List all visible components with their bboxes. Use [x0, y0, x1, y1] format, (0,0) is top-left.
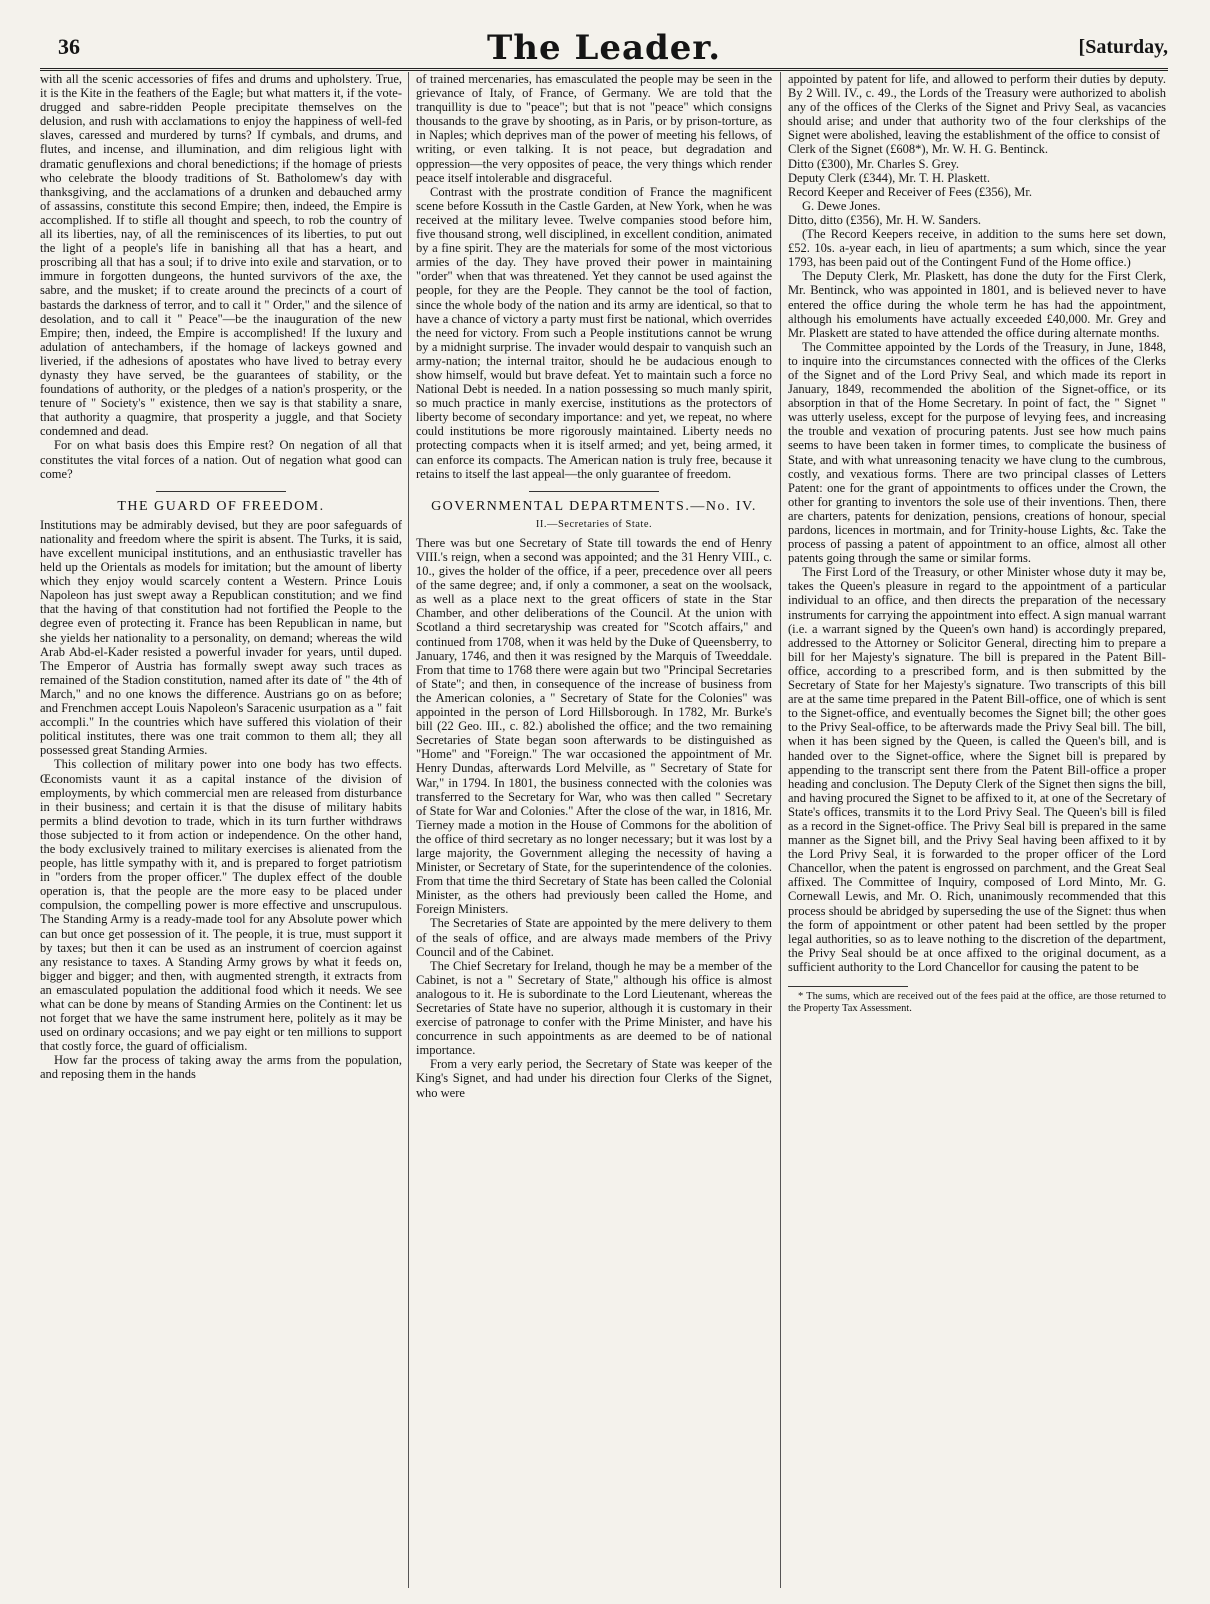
article-subheading: II.—Secretaries of State. [535, 518, 653, 530]
page-header [40, 28, 1168, 71]
paragraph: How far the process of taking away the arms from the population, and reposing them in the hands [40, 1053, 402, 1082]
paragraph: This collection of military power into one body has two effects. Œconomists vaunt it as a capital instance of the division of employments, by which commercial men are released from disturbance in their business; and certain it is that the disuse of military habits permits a blind devotion to trade, which in its turn further withdraws those subjected to it from action or independence. On the other hand, the body exclusively trained to military exercises is alienated from the people, has little sympathy with it, and is prepared to forget patriotism in "orders from the proper officer." The duplex effect of the double operation is, that the people are the more easy to be placed under compulsion, the compelling power is more effective and unscrupulous. The Standing Army is a ready-made tool for any Absolute power which can but once get possession of it. The people, it is true, must support it by taxes; but then it can be used as an instrument of coercion against any resistance to taxes. A Standing Army grows by what it feeds on, bigger and bigger; and then, with augmented strength, it extracts from an emasculated population the additional food which it needs. We see what can be done by means of Standing Armies on the Continent: let us not forget that we have the same instrument here, politely as it may be used on ordinary occasions; and we pay eight or ten millions to support that costly force, the guard of officialism. [40, 757, 402, 1054]
list-line: Ditto (£300), Mr. Charles S. Grey. [788, 156, 960, 171]
page-number: 36 [58, 34, 80, 59]
list-line: Ditto, ditto (£356), Mr. H. W. Sanders. [788, 212, 982, 227]
section-rule [156, 491, 286, 492]
section-rule [529, 491, 659, 492]
list-line: Record Keeper and Receiver of Fees (£356), Mr. [788, 184, 1033, 199]
masthead-title: The Leader. [486, 28, 722, 68]
column-divider [780, 72, 781, 1588]
paragraph: (The Record Keepers receive, in addition to the sums here set down, £52. 10s. a-year each, in lieu of apartments; a sum which, since the year 1793, has been paid out of the Contingent Fund of the Home office.) [788, 227, 1166, 270]
paragraph: The Deputy Clerk, Mr. Plaskett, has done the duty for the First Clerk, Mr. Bentinck, who was appointed in 1801, and is believed never to have entered the office during the whole term he has had the appointment, although his emoluments have actually exceeded £40,000. Mr. Grey and Mr. Plaskett are stated to have attended the office during alternate months. [788, 269, 1166, 340]
paragraph: For on what basis does this Empire rest? On negation of all that constitutes the vital forces of a nation. Out of negation what good can come? [40, 438, 402, 481]
list-line: Clerk of the Signet (£608*), Mr. W. H. G. Bentinck. [788, 142, 1049, 157]
article-heading: THE GUARD OF FREEDOM. [117, 498, 325, 514]
header-day: [Saturday, [1078, 36, 1168, 58]
footnote: * The sums, which are received out of the fees paid at the office, are those returned to the Property Tax Assessment. [788, 991, 1166, 1014]
column-1 [40, 72, 402, 1592]
column-divider [408, 72, 409, 1588]
paragraph: with all the scenic accessories of fifes and drums and upholstery. True, it is the Kite in the feathers of the Eagle; but what matters it, if the vote-drugged and sabre-ridden People precipitate themselves on the delusion, and rush with acclamations to enjoy the happiness of well-fed slaves, caressed and murdered by turns? If cymbals, and drums, and flutes, and incense, and illumination, and dim religious light with dramatic genuflexions and choral benedictions; if the homage of priests who celebrate the bloody traditions of St. Batholomew's day with thanksgiving, and the acclamations of a drunken and debauched army of assassins, constitute this second Empire; then, indeed, the Empire is accomplished. If to stifle all thought and speech, to rob the country of all its liberties, nay, of all the reminiscences of its liberties, to put out the light of a people's life in banishing all that has a heart, and proscribing all that has a soul; if to drive into exile and starvation, or to immure in forgotten dungeons, the hunted survivors of the axe, the sabre, and the musket; if to create around the precincts of a court of bastards the darkness of terror, and to call it " Order," and the silence of desolation, and to call it " Peace"—be the inauguration of the new Empire; then, indeed, the Empire is accomplished! If the luxury and adulation of antechambers, if the homage of lackeys gowned and liveried, if the adhesions of apostates who have lived to betray every dynasty they have served, be the guarantees of stability, or the foundations of authority, or the pledges of a nation's prosperity, or the tenure of " Society's " existence, then we say is that stability a snare, that authority a quagmire, that prosperity a juggle, and that Society condemned and dead. [40, 72, 402, 439]
article-heading: GOVERNMENTAL DEPARTMENTS.—No. IV. [431, 498, 757, 514]
paragraph: of trained mercenaries, has emasculated the people may be seen in the grievance of Italy, of France, of Germany. We are told that the tranquillity is due to "peace"; but that is not "peace" which consigns thousands to the grave by shooting, as in Paris, or by prison-torture, as in Naples; which deprives man of the power of meeting his fellows, of writing, or even talking. It is not peace, but degradation and oppression—the very opposites of peace, the very things which render peace itself intolerable and disgraceful. [416, 72, 772, 185]
footnote-rule [788, 986, 908, 987]
column-3 [788, 72, 1166, 1592]
paragraph: appointed by patent for life, and allowed to perform their duties by deputy. By 2 Will. IV., c. 49., the Lords of the Treasury were authorized to abolish any of the offices of the Clerks of the Signet and Privy Seal, as vacancies should arise; and under that authority two of the four clerkships of the Signet were abolished, leaving the establishment of the office to consist of [788, 72, 1166, 143]
paragraph: Contrast with the prostrate condition of France the magnificent scene before Kossuth in the Castle Garden, at New York, when he was received at the military levee. Twelve companies stood before him, five thousand strong, well disciplined, in excellent condition, animated by a fine spirit. They are the materials for some of the most victorious armies of the day. They have proved their power in maintaining "order" when that was threatened. Yet they cannot be used against the people, for they are the People. They cannot be the tool of faction, since the whole body of the nation and its army are identical, so that to have a chance of victory a party must first be national, which overrides the need for victory. From such a People institutions cannot be wrung by a midnight surprise. The invader would despair to vanquish such an army-nation; the internal traitor, should he be audacious enough to show himself, would but brave defeat. Yet to maintain such a force no National Debt is needed. In a nation possessing so much manly spirit, so much practice in manly exercise, institutions as the protectors of liberty become of secondary importance: and yet, we repeat, no where could institutions be more rigorously maintained. Liberty needs no protecting compacts when it is itself armed; and yet, being armed, it can enforce its compacts. The American nation is truly free, because it retains to itself the last appeal—the only guarantee of freedom. [416, 184, 772, 481]
list-line: Deputy Clerk (£344), Mr. T. H. Plaskett. [788, 170, 990, 185]
paragraph: From a very early period, the Secretary of State was keeper of the King's Signet, and had under his direction four Clerks of the Signet, who were [416, 1057, 772, 1100]
paragraph: Institutions may be admirably devised, but they are poor safeguards of nationality and freedom where the spirit is absent. The Turks, it is said, have excellent municipal institutions, and an enthusiastic traveller has held up the Orientals as models for imitation; but the amount of liberty which they enjoy would scarcely content a Western. Prince Louis Napoleon has just swept away a Republican constitution; and we find that the having of that constitution had not fortified the People to the degree even of protecting it. France has been Republican in name, but she yields her nationality to a personality, on demand; whereas the wild Arab Abd-el-Kader resisted a powerful invader for years, until duped. The Emperor of Austria has formally swept away such traces as remained of the Stadion constitution, named after its date of " the 4th of March," and no one knows the difference. Austrians go on as before; and Frenchmen accept Louis Napoleon's Saracenic usurpation as a " fait accompli." In the countries which have suffered this violation of their political institutes, there was one trait common to them all; they all possessed great Standing Armies. [40, 517, 402, 758]
paragraph: The Chief Secretary for Ireland, though he may be a member of the Cabinet, is not a " Secretary of State," although his office is almost analogous to it. He is subordinate to the Lord Lieutenant, whereas the Secretaries of State have no superior, although it is customary in their exercise of patronage to confer with the Prime Minister, and have his concurrence in such appointments as are deemed to be of national importance. [416, 958, 772, 1058]
paragraph: The Committee appointed by the Lords of the Treasury, in June, 1848, to inquire into the circumstances connected with the offices of the Clerks of the Signet and of the Lord Privy Seal, and which made its report in January, 1849, recommended the abolition of the Signet-office, or its absorption in that of the Home Secretary. In point of fact, the " Signet " was utterly useless, except for the purpose of levying fees, and increasing the trouble and vexation of procuring patents. Just see how much pains seems to have been taken in former times, to complicate the business of State, and with what unreasoning tenacity we have clung to the cumbrous, costly, and vexatious forms. There are two principal classes of Letters Patent: one for the grant of appointments to offices under the Crown, the other for granting to inventors the sole use of their inventions. Then, there are charters, patents for denization, pensions, creations of honour, special pardons, licences in mortmain, and for Trinity-house Lights, &c. Take the process of passing a patent of appointment to an office, almost all other patents going through the same or similar forms. [788, 339, 1166, 566]
column-2 [416, 72, 772, 1592]
list-line: G. Dewe Jones. [802, 198, 881, 213]
paragraph: There was but one Secretary of State till towards the end of Henry VIII.'s reign, when a second was appointed; and the 31 Henry VIII., c. 10., gives the holder of the office, if a peer, precedence over all peers of the same degree; and, if only a commoner, a seat on the woolsack, as well as a place next to the great officers of state in the Star Chamber, and other deliberations of the Council. At the union with Scotland a third secretaryship was created for "Scotch affairs," and continued from 1708, when it was held by the Duke of Queensberry, to January, 1746, and then it was resigned by the Marquis of Tweeddale. From that time to 1768 there were again but two "Principal Secretaries of State"; and then, in consequence of the increase of business from the American colonies, a " Secretary of State for the Colonies" was appointed in the person of Lord Hillsborough. In 1782, Mr. Burke's bill (22 Geo. III., c. 82.) abolished the office; and the two remaining Secretaries of State began soon afterwards to be distinguished as "Home" and "Foreign." The war occasioned the appointment of Mr. Henry Dundas, afterwards Lord Melville, as " Secretary of State for War," in 1794. In 1801, the business connected with the colonies was transferred to the Secretary for War, who was then called " Secretary of State for War and Colonies." After the close of the war, in 1816, Mr. Tierney made a motion in the House of Commons for the abolition of the office of third secretary as no longer necessary; but it was lost by a large majority, the Government alleging the necessity of having a Minister, or Secretary of State, for the superintendence of the colonies. From that time the third Secretary of State has been called the Colonial Minister, as the others had previously been called the Home, and Foreign Ministers. [416, 535, 772, 917]
paragraph: The Secretaries of State are appointed by the mere delivery to them of the seals of office, and are always made members of the Privy Council and of the Cabinet. [416, 916, 772, 959]
paragraph: The First Lord of the Treasury, or other Minister whose duty it may be, takes the Queen's pleasure in regard to the appointment of a particular individual to an office, and then directs the preparation of the necessary instruments for carrying the appointment into effect. A sign manual warrant (i.e. a warrant signed by the Queen's own hand) is accordingly prepared, addressed to the Attorney or Solicitor General, directing him to prepare a bill for her Majesty's signature. The bill is prepared in the Patent Bill-office, according to a prescribed form, and is then submitted by the Secretary of State for her Majesty's signature. Two transcripts of this bill are at the same time prepared in the Patent Bill-office, one of which is sent to the Signet-office, and eventually becomes the Signet bill; the other goes to the Privy Seal-office, to be afterwards made the Privy Seal bill. The bill, when it has been signed by the Queen, is called the Queen's bill, and is handed over to the Signet-office, where the Signet bill is prepared by appending to the transcript sent there from the Patent Bill-office a proper heading and conclusion. The Deputy Clerk of the Signet then signs the bill, and having procured the Signet to be affixed to it, at one of the Secretary of State's offices, transmits it to the Lord Privy Seal. The Queen's bill is filed as a record in the Signet-office. The Privy Seal bill is prepared in the same manner as the Signet bill, and the Privy Seal having been affixed to it by the Lord Privy Seal, it is forwarded to the proper officer of the Lord Chancellor, when the patent is engrossed on parchment, and the Great Seal affixed. The Committee of Inquiry, composed of Lord Minto, Mr. G. Cornewall Lewis, and Mr. O. Rich, unanimously recommended that this process should be abridged by superseding the use of the Signet: thus when the form of appointment or other patent had been settled by the proper legal authorities, so as to leave nothing to the discretion of the department, the Privy Seal should be at once affixed to the original document, as a sufficient authority to the Lord Chancellor for causing the patent to be [788, 565, 1166, 974]
